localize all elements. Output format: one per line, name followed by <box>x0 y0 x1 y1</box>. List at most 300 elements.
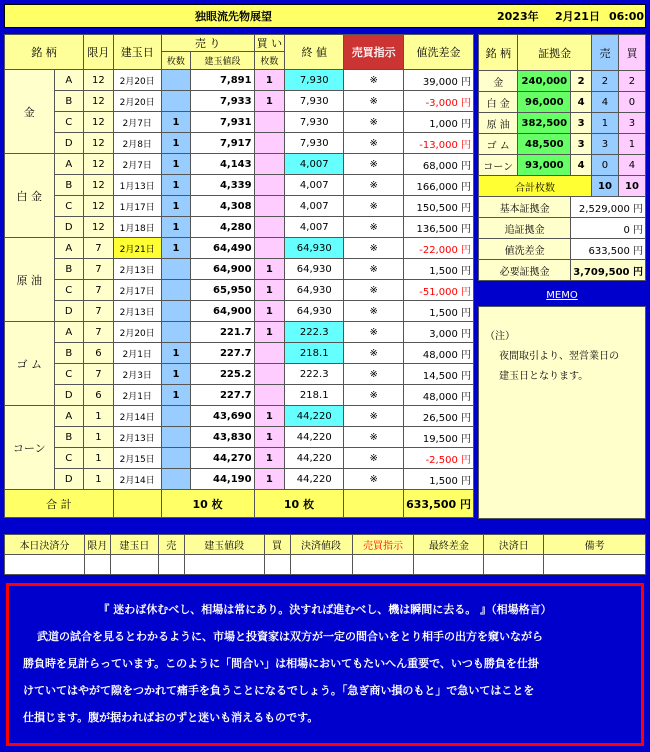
price-diff: -13,000 円 <box>404 133 474 154</box>
position-month: 1 <box>83 469 113 490</box>
margin-amount: 382,500 <box>518 113 571 134</box>
position-row <box>5 343 474 364</box>
entry-price: 7,931 <box>191 112 254 133</box>
close-price: 64,930 <box>285 280 344 301</box>
sell-count: 1 <box>161 196 191 217</box>
position-label: C <box>54 112 83 133</box>
right-total-sell: 10 <box>591 176 618 197</box>
margin-table <box>478 34 646 281</box>
proverb-line-1: 『 迷わば休むべし、相場は常にあり。決すれば進むべし、機は瞬間に去る。 』（相場格言） <box>98 603 552 616</box>
sell-count: 1 <box>161 112 191 133</box>
signal: ※ <box>344 154 404 175</box>
close-price: 44,220 <box>285 469 344 490</box>
signal: ※ <box>344 469 404 490</box>
memo-line-2: 夜間取引より、翌営業日の <box>499 351 619 362</box>
margin-commodity: ゴ ム <box>479 134 518 155</box>
buy-count: 1 <box>254 280 285 301</box>
buy-count: 1 <box>254 469 285 490</box>
total-sell <box>161 490 254 518</box>
margin-sell: 4 <box>591 92 618 113</box>
margin-lots: 4 <box>571 92 592 113</box>
settlement-header: 備考 <box>544 535 646 555</box>
position-month: 7 <box>83 238 113 259</box>
position-month: 7 <box>83 322 113 343</box>
entry-price: 43,830 <box>191 427 254 448</box>
sell-count <box>161 448 191 469</box>
commodity-name: 原 油 <box>5 238 55 322</box>
price-diff: -22,000 円 <box>404 238 474 259</box>
buy-count: 1 <box>254 70 285 91</box>
summary-value: 633,500 円 <box>571 239 646 260</box>
signal: ※ <box>344 385 404 406</box>
signal: ※ <box>344 217 404 238</box>
buy-count: 1 <box>254 259 285 280</box>
buy-count <box>254 175 285 196</box>
position-date: 2月3日 <box>113 364 161 385</box>
entry-price: 4,280 <box>191 217 254 238</box>
margin-amount: 96,000 <box>518 92 571 113</box>
buy-count <box>254 238 285 259</box>
commodity-name: 金 <box>5 70 55 154</box>
position-month: 7 <box>83 364 113 385</box>
position-label: A <box>54 322 83 343</box>
settlement-header: 買 <box>264 535 290 555</box>
margin-row <box>479 134 646 155</box>
margin-commodity: 金 <box>479 71 518 92</box>
price-diff: 48,000 円 <box>404 385 474 406</box>
close-price: 7,930 <box>285 112 344 133</box>
position-month: 7 <box>83 280 113 301</box>
margin-buy: 2 <box>618 71 645 92</box>
close-price: 7,930 <box>285 70 344 91</box>
commodity-name: 白 金 <box>5 154 55 238</box>
position-date: 2月13日 <box>113 301 161 322</box>
entry-price: 43,690 <box>191 406 254 427</box>
summary-row <box>479 197 646 218</box>
position-month: 12 <box>83 91 113 112</box>
price-diff: 166,000 円 <box>404 175 474 196</box>
buy-count: 1 <box>254 448 285 469</box>
header-meigara: 銘 柄 <box>5 35 84 70</box>
close-price: 64,930 <box>285 301 344 322</box>
total-diff: 633,500 円 <box>404 490 474 518</box>
sell-count: 1 <box>161 217 191 238</box>
entry-price: 4,143 <box>191 154 254 175</box>
position-label: B <box>54 427 83 448</box>
proverb-line-4: けていてはやがて隙をつかれて痛手を負うことになるでしょう。「急ぎ商い損のもと」で急いてはことを <box>23 684 535 697</box>
position-month: 1 <box>83 406 113 427</box>
sell-count: 1 <box>161 133 191 154</box>
summary-label: 必要証拠金 <box>479 260 571 281</box>
signal: ※ <box>344 175 404 196</box>
summary-label: 基本証拠金 <box>479 197 571 218</box>
sell-count: 1 <box>161 154 191 175</box>
total-buy <box>254 490 344 518</box>
position-row <box>5 217 474 238</box>
margin-row <box>479 113 646 134</box>
sell-count <box>161 406 191 427</box>
header-sell-count: 枚数 <box>161 52 191 70</box>
position-date: 2月8日 <box>113 133 161 154</box>
position-date: 1月17日 <box>113 196 161 217</box>
signal: ※ <box>344 238 404 259</box>
price-diff: 68,000 円 <box>404 154 474 175</box>
sell-count <box>161 469 191 490</box>
sell-count: 1 <box>161 238 191 259</box>
close-price: 4,007 <box>285 196 344 217</box>
year-label: 2023年 <box>497 10 539 23</box>
margin-row <box>479 92 646 113</box>
total-buy-value: 10 <box>283 497 300 511</box>
position-label: A <box>54 154 83 175</box>
position-month: 12 <box>83 133 113 154</box>
position-date: 2月14日 <box>113 406 161 427</box>
buy-count: 1 <box>254 301 285 322</box>
summary-label: 追証拠金 <box>479 218 571 239</box>
position-label: C <box>54 364 83 385</box>
close-price: 218.1 <box>285 343 344 364</box>
memo-box <box>478 306 646 519</box>
position-row <box>5 301 474 322</box>
position-date: 2月14日 <box>113 469 161 490</box>
positions-table <box>4 34 474 518</box>
position-row <box>5 238 474 259</box>
sell-count <box>161 70 191 91</box>
position-label: C <box>54 448 83 469</box>
close-price: 64,930 <box>285 259 344 280</box>
total-sell-unit: 枚 <box>211 497 223 511</box>
margin-lots: 2 <box>571 71 592 92</box>
position-label: D <box>54 385 83 406</box>
settlement-cell[interactable] <box>352 555 414 575</box>
right-header-margin: 証拠金 <box>518 35 592 71</box>
entry-price: 4,308 <box>191 196 254 217</box>
position-month: 7 <box>83 259 113 280</box>
position-date: 2月20日 <box>113 91 161 112</box>
position-label: D <box>54 301 83 322</box>
header-diff: 値洗差金 <box>404 35 474 70</box>
sell-count: 1 <box>161 364 191 385</box>
total-sell-value: 10 <box>192 497 208 511</box>
position-month: 12 <box>83 217 113 238</box>
buy-count <box>254 133 285 154</box>
position-row <box>5 406 474 427</box>
price-diff: 19,500 円 <box>404 427 474 448</box>
price-diff: 3,000 円 <box>404 322 474 343</box>
summary-row <box>479 218 646 239</box>
signal: ※ <box>344 364 404 385</box>
position-label: B <box>54 343 83 364</box>
entry-price: 44,270 <box>191 448 254 469</box>
right-total-buy: 10 <box>618 176 645 197</box>
entry-price: 225.2 <box>191 364 254 385</box>
right-header-sell: 売 <box>591 35 618 71</box>
position-row <box>5 448 474 469</box>
date-label: 2月21日 <box>555 10 600 23</box>
sell-count <box>161 301 191 322</box>
position-month: 1 <box>83 448 113 469</box>
sell-count: 1 <box>161 343 191 364</box>
position-label: A <box>54 406 83 427</box>
settlement-header: 決済値段 <box>290 535 352 555</box>
close-price: 7,930 <box>285 133 344 154</box>
close-price: 7,930 <box>285 91 344 112</box>
entry-price: 7,891 <box>191 70 254 91</box>
right-total-label: 合計枚数 <box>479 176 592 197</box>
position-date: 2月20日 <box>113 70 161 91</box>
entry-price: 64,490 <box>191 238 254 259</box>
buy-count <box>254 217 285 238</box>
buy-count: 1 <box>254 406 285 427</box>
margin-row <box>479 71 646 92</box>
proverb-line-2: 武道の試合を見るとわかるように、市場と投資家は双方が一定の間合いをとり相手の出方を窺いながら <box>37 630 543 643</box>
settlement-cell[interactable] <box>414 555 484 575</box>
entry-price: 44,190 <box>191 469 254 490</box>
price-diff: 39,000 円 <box>404 70 474 91</box>
entry-price: 227.7 <box>191 343 254 364</box>
totals-label: 合 計 <box>5 490 114 518</box>
price-diff: 26,500 円 <box>404 406 474 427</box>
close-price: 44,220 <box>285 406 344 427</box>
signal: ※ <box>344 343 404 364</box>
settlement-cell[interactable] <box>84 555 110 575</box>
memo-line-3: 建玉日となります。 <box>499 371 589 382</box>
price-diff: -3,000 円 <box>404 91 474 112</box>
position-month: 12 <box>83 112 113 133</box>
margin-sell: 1 <box>591 113 618 134</box>
position-month: 6 <box>83 343 113 364</box>
margin-commodity: 白 金 <box>479 92 518 113</box>
position-row <box>5 280 474 301</box>
position-row <box>5 469 474 490</box>
price-diff: 150,500 円 <box>404 196 474 217</box>
header-buy: 買 い <box>254 35 285 52</box>
price-diff: -51,000 円 <box>404 280 474 301</box>
margin-lots: 3 <box>571 134 592 155</box>
price-diff: 1,500 円 <box>404 301 474 322</box>
position-row <box>5 133 474 154</box>
position-row <box>5 154 474 175</box>
commodity-name: コーン <box>5 406 55 490</box>
margin-lots: 4 <box>571 155 592 176</box>
margin-amount: 48,500 <box>518 134 571 155</box>
margin-buy: 4 <box>618 155 645 176</box>
sell-count <box>161 259 191 280</box>
buy-count <box>254 196 285 217</box>
settlement-cell[interactable] <box>184 555 264 575</box>
close-price: 4,007 <box>285 175 344 196</box>
signal: ※ <box>344 259 404 280</box>
close-price: 222.3 <box>285 364 344 385</box>
proverb-line-5: 仕損じます。腹が据わればおのずと迷いも消えるものです。 <box>23 711 319 724</box>
position-label: A <box>54 70 83 91</box>
entry-price: 64,900 <box>191 301 254 322</box>
margin-commodity: 原 油 <box>479 113 518 134</box>
margin-buy: 0 <box>618 92 645 113</box>
position-date: 1月13日 <box>113 175 161 196</box>
entry-price: 221.7 <box>191 322 254 343</box>
buy-count <box>254 112 285 133</box>
settlement-cell[interactable] <box>544 555 646 575</box>
margin-sell: 2 <box>591 71 618 92</box>
margin-sell: 0 <box>591 155 618 176</box>
buy-count: 1 <box>254 322 285 343</box>
price-diff: 14,500 円 <box>404 364 474 385</box>
close-price: 4,007 <box>285 217 344 238</box>
margin-buy: 3 <box>618 113 645 134</box>
header-price: 建玉値段 <box>191 52 254 70</box>
position-date: 2月13日 <box>113 259 161 280</box>
margin-lots: 3 <box>571 113 592 134</box>
signal: ※ <box>344 196 404 217</box>
position-date: 2月15日 <box>113 448 161 469</box>
settlement-cell[interactable] <box>484 555 544 575</box>
position-label: D <box>54 217 83 238</box>
entry-price: 7,933 <box>191 91 254 112</box>
sell-count <box>161 280 191 301</box>
totals-row <box>5 490 474 518</box>
buy-count: 1 <box>254 91 285 112</box>
sell-count <box>161 91 191 112</box>
buy-count <box>254 364 285 385</box>
position-date: 1月18日 <box>113 217 161 238</box>
proverb-box <box>6 583 644 746</box>
summary-value: 2,529,000 円 <box>571 197 646 218</box>
entry-price: 4,339 <box>191 175 254 196</box>
position-date: 2月20日 <box>113 322 161 343</box>
summary-row <box>479 239 646 260</box>
signal: ※ <box>344 301 404 322</box>
close-price: 44,220 <box>285 427 344 448</box>
position-label: D <box>54 469 83 490</box>
position-row <box>5 322 474 343</box>
title-bar <box>4 4 646 28</box>
position-month: 1 <box>83 427 113 448</box>
close-price: 44,220 <box>285 448 344 469</box>
position-month: 6 <box>83 385 113 406</box>
signal: ※ <box>344 70 404 91</box>
price-diff: 1,500 円 <box>404 469 474 490</box>
sell-count <box>161 322 191 343</box>
position-date: 2月1日 <box>113 343 161 364</box>
price-diff: -2,500 円 <box>404 448 474 469</box>
settlement-cell[interactable] <box>158 555 184 575</box>
margin-row <box>479 155 646 176</box>
total-buy-unit: 枚 <box>303 497 315 511</box>
position-row <box>5 70 474 91</box>
close-price: 64,930 <box>285 238 344 259</box>
summary-value: 3,709,500 円 <box>571 260 646 281</box>
buy-count <box>254 385 285 406</box>
position-month: 12 <box>83 175 113 196</box>
signal: ※ <box>344 427 404 448</box>
buy-count <box>254 154 285 175</box>
position-month: 12 <box>83 154 113 175</box>
settlement-cell[interactable] <box>5 555 85 575</box>
position-label: B <box>54 259 83 280</box>
header-sell: 売 り <box>161 35 254 52</box>
settlement-cell[interactable] <box>290 555 352 575</box>
entry-price: 227.7 <box>191 385 254 406</box>
app-title: 独眼流先物展望 <box>195 10 272 23</box>
position-label: C <box>54 280 83 301</box>
position-row <box>5 91 474 112</box>
price-diff: 1,000 円 <box>404 112 474 133</box>
right-header-meigara: 銘 柄 <box>479 35 518 71</box>
memo-line-1: （注） <box>485 331 515 342</box>
sell-count <box>161 427 191 448</box>
header-owarine: 終 値 <box>285 35 344 70</box>
settlement-header: 限月 <box>84 535 110 555</box>
signal: ※ <box>344 322 404 343</box>
position-date: 2月13日 <box>113 427 161 448</box>
sell-count: 1 <box>161 385 191 406</box>
position-month: 7 <box>83 301 113 322</box>
settlement-header: 本日決済分 <box>5 535 85 555</box>
position-label: D <box>54 133 83 154</box>
entry-price: 7,917 <box>191 133 254 154</box>
price-diff: 48,000 円 <box>404 343 474 364</box>
settlement-table <box>4 534 646 575</box>
position-date: 2月21日 <box>113 238 161 259</box>
position-row <box>5 112 474 133</box>
price-diff: 136,500 円 <box>404 217 474 238</box>
settlement-header: 最終差金 <box>414 535 484 555</box>
right-header-buy: 買 <box>618 35 645 71</box>
position-row <box>5 196 474 217</box>
position-row <box>5 364 474 385</box>
position-date: 2月7日 <box>113 112 161 133</box>
settlement-header: 建玉値段 <box>184 535 264 555</box>
summary-value: 0 円 <box>571 218 646 239</box>
position-row <box>5 385 474 406</box>
position-month: 12 <box>83 196 113 217</box>
header-gengetsu: 限月 <box>83 35 113 70</box>
position-date: 2月17日 <box>113 280 161 301</box>
summary-label: 値洗差金 <box>479 239 571 260</box>
signal: ※ <box>344 406 404 427</box>
position-date: 2月1日 <box>113 385 161 406</box>
buy-count <box>254 343 285 364</box>
close-price: 218.1 <box>285 385 344 406</box>
header-tategyokubi: 建玉日 <box>113 35 161 70</box>
settlement-cell[interactable] <box>264 555 290 575</box>
margin-sell: 3 <box>591 134 618 155</box>
margin-amount: 93,000 <box>518 155 571 176</box>
entry-price: 65,950 <box>191 280 254 301</box>
signal: ※ <box>344 91 404 112</box>
settlement-header: 決済日 <box>484 535 544 555</box>
position-label: B <box>54 91 83 112</box>
position-row <box>5 175 474 196</box>
header-buy-count: 枚数 <box>254 52 285 70</box>
entry-price: 64,900 <box>191 259 254 280</box>
summary-row <box>479 260 646 281</box>
proverb-line-3: 勝負時を見計らっています。このように「間合い」は相場においてもたいへん重要で、いつも勝負を仕掛 <box>23 657 539 670</box>
commodity-name: ゴ ム <box>5 322 55 406</box>
settlement-header: 建玉日 <box>110 535 158 555</box>
settlement-cell[interactable] <box>110 555 158 575</box>
position-month: 12 <box>83 70 113 91</box>
close-price: 4,007 <box>285 154 344 175</box>
position-date: 2月7日 <box>113 154 161 175</box>
price-diff: 1,500 円 <box>404 259 474 280</box>
position-label: C <box>54 196 83 217</box>
settlement-header: 売買指示 <box>352 535 414 555</box>
close-price: 222.3 <box>285 322 344 343</box>
time-label: 06:00 <box>609 9 645 23</box>
memo-title[interactable]: MEMO <box>546 290 578 301</box>
